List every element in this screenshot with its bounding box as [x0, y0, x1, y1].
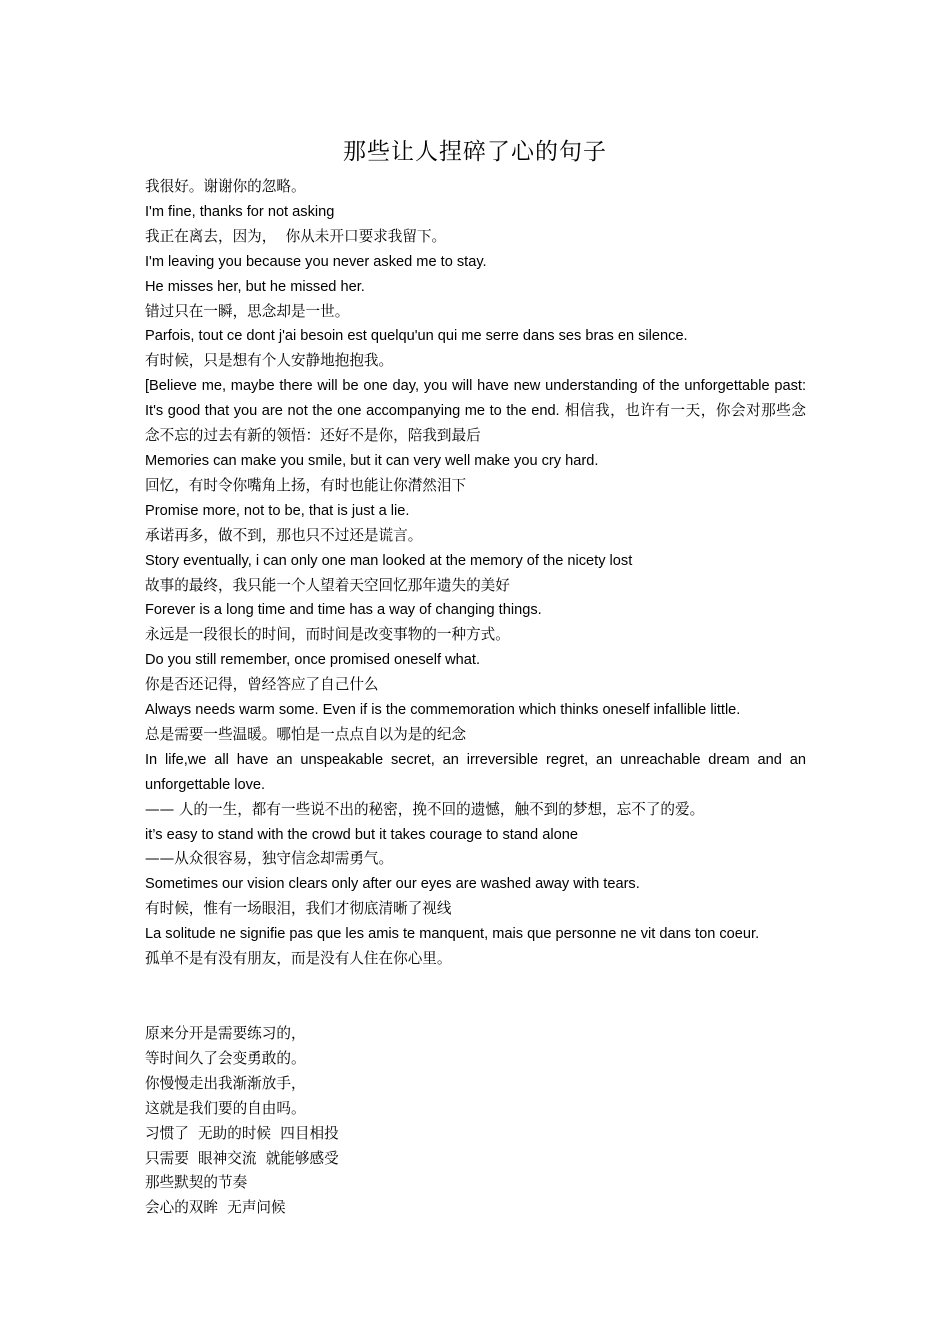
text-line: 回忆，有时令你嘴角上扬，有时也能让你潸然泪下 — [145, 476, 467, 494]
blank-gap — [145, 972, 806, 1022]
text-line: 我正在离去，因为， 你从未开口要求我留下。 — [145, 227, 447, 245]
text-line: 总是需要一些温暖。哪怕是一点点自以为是的纪念 — [145, 725, 467, 743]
poem-line: 等时间久了会变勇敢的。 — [145, 1049, 306, 1067]
text-line: Always needs warm some. Even if is the commemoration which thinks oneself infallible little. — [145, 702, 741, 719]
document-title: 那些让人捏碎了心的句子 — [343, 139, 607, 165]
poem-line: 只需要 眼神交流 就能够感受 — [145, 1149, 339, 1167]
text-line: Promise more, not to be, that is just a lie. — [145, 502, 410, 519]
text-line: 有时候，惟有一场眼泪，我们才彻底清晰了视线 — [145, 900, 452, 918]
text-block-1 — [145, 175, 806, 374]
poem-line: 这就是我们要的自由吗。 — [145, 1099, 306, 1117]
believe-paragraph-en: [Believe me, maybe there will be one day, you will have new understanding of the unforgettable past: It's good that you are not the one accompanying me to the end. — [145, 378, 811, 420]
text-line: Do you still remember, once promised oneself what. — [145, 652, 481, 669]
text-line: Forever is a long time and time has a way of changing things. — [145, 602, 542, 619]
text-line: 永远是一段很长的时间，而时间是改变事物的一种方式。 — [145, 626, 510, 644]
believe-paragraph-cn: 相信我，也许有一天，你会对那些念念不忘的过去有新的领悟：还好不是你，陪我到最后 — [145, 402, 806, 445]
believe-paragraph — [145, 374, 811, 449]
poem-block — [145, 1022, 806, 1221]
text-line: I'm fine, thanks for not asking — [145, 203, 335, 220]
text-block-2 — [145, 449, 806, 748]
text-line: He misses her, but he missed her. — [145, 278, 365, 295]
text-line: ——从众很容易，独守信念却需勇气。 — [145, 850, 394, 868]
text-line: 你是否还记得，曾经答应了自己什么 — [145, 676, 379, 694]
text-line: —— 人的一生，都有一些说不出的秘密，挽不回的遗憾，触不到的梦想，忘不了的爱。 — [145, 800, 705, 818]
text-line: 有时候，只是想有个人安静地抱抱我。 — [145, 352, 394, 370]
text-line: it’s easy to stand with the crowd but it takes courage to stand alone — [145, 826, 578, 843]
text-line: 我很好。谢谢你的忽略。 — [145, 178, 306, 195]
text-line: Parfois, tout ce dont j'ai besoin est quelqu'un qui me serre dans ses bras en silence. — [145, 328, 688, 345]
life-paragraph: In life,we all have an unspeakable secret, an irreversible regret, an unreachable dream and an unforgettable love. — [145, 751, 811, 793]
text-line: Sometimes our vision clears only after our eyes are washed away with tears. — [145, 876, 640, 893]
text-line: Memories can make you smile, but it can very well make you cry hard. — [145, 452, 599, 469]
text-line: 孤单不是有没有朋友，而是没有人住在你心里。 — [145, 950, 452, 968]
text-line: La solitude ne signifie pas que les amis te manquent, mais que personne ne vit dans ton coeur. — [145, 926, 760, 943]
text-block-3 — [145, 798, 806, 972]
document-body — [145, 175, 811, 1221]
poem-line: 会心的双眸 无声问候 — [145, 1199, 286, 1217]
text-line: I'm leaving you because you never asked me to stay. — [145, 253, 487, 270]
text-line: 错过只在一瞬，思念却是一世。 — [145, 302, 350, 320]
poem-line: 习惯了 无助的时候 四目相投 — [145, 1124, 339, 1142]
text-line: Story eventually, i can only one man looked at the memory of the nicety lost — [145, 552, 633, 569]
poem-line: 那些默契的节奏 — [145, 1174, 248, 1192]
poem-line: 你慢慢走出我渐渐放手， — [145, 1074, 306, 1092]
poem-line: 原来分开是需要练习的， — [145, 1025, 306, 1042]
text-line: 承诺再多，做不到，那也只不过还是谎言。 — [145, 526, 423, 544]
text-line: 故事的最终，我只能一个人望着天空回忆那年遗失的美好 — [145, 576, 510, 594]
